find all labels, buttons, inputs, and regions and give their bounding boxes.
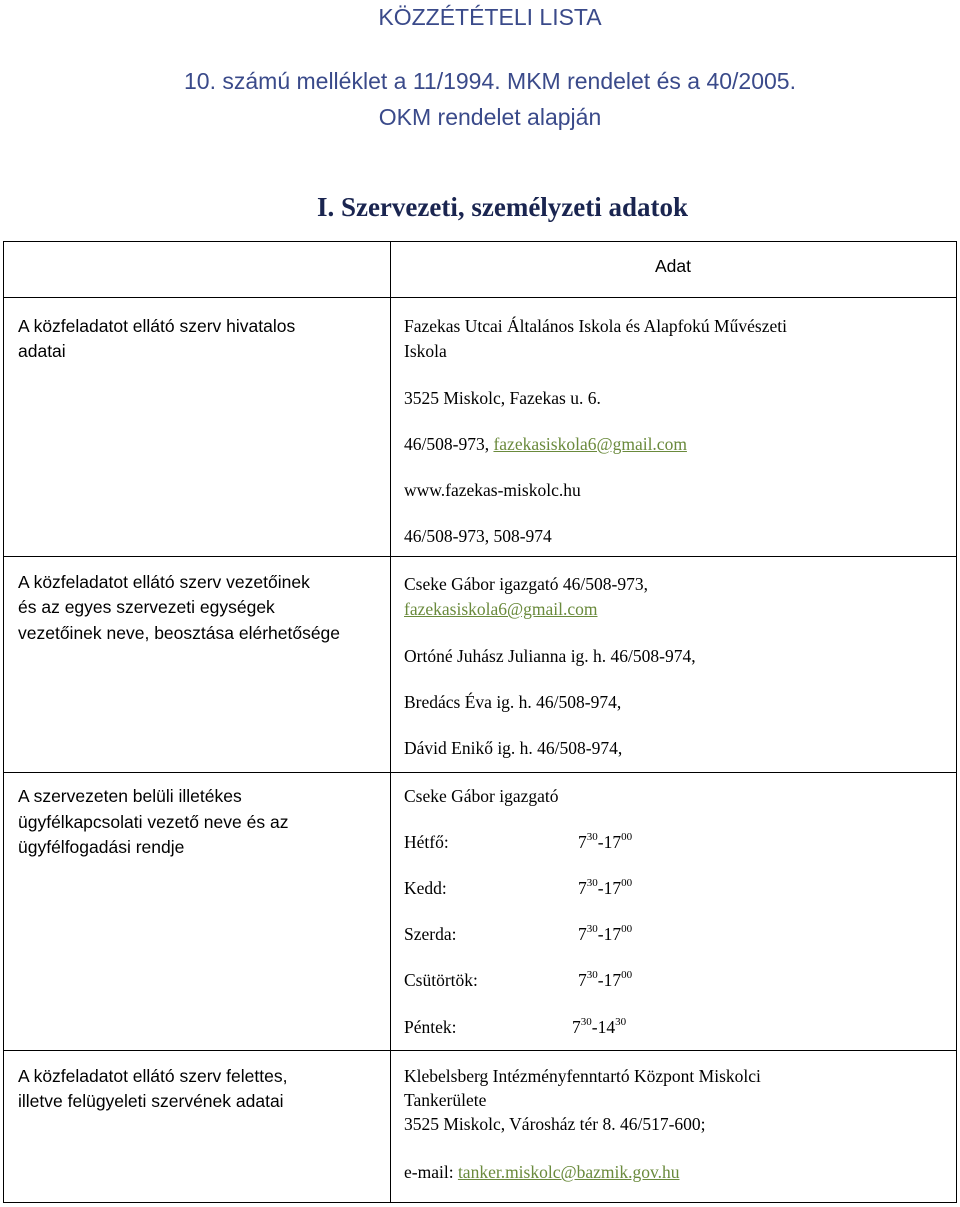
leader-1-email-link[interactable]: fazekasiskola6@gmail.com bbox=[404, 599, 598, 619]
table-border-bottom bbox=[3, 1202, 957, 1203]
document-subtitle-line1: 10. számú melléklet a 11/1994. MKM rendelet és a 40/2005. bbox=[184, 68, 796, 94]
row2-label-line1: A közfeladatot ellátó szerv vezetőinek bbox=[18, 572, 310, 592]
leader-3: Bredács Éva ig. h. 46/508-974, bbox=[404, 692, 622, 712]
schedule-time: $7^{30}-17^{00}$ bbox=[578, 969, 633, 990]
institution-phones: 46/508-973, 508-974 bbox=[404, 526, 552, 546]
institution-name-line1: Fazekas Utcai Általános Iskola és Alapfokú Művészeti bbox=[404, 316, 787, 336]
institution-address: 3525 Miskolc, Fazekas u. 6. bbox=[404, 388, 601, 408]
institution-phone-email bbox=[404, 432, 687, 456]
schedule-time: $7^{30}-17^{00}$ bbox=[578, 923, 633, 944]
table-border-right bbox=[956, 241, 957, 1203]
institution-email-link[interactable]: fazekasiskola6@gmail.com bbox=[493, 434, 687, 454]
table-column-divider bbox=[390, 241, 391, 1203]
row4-label-line1: A közfeladatot ellátó szerv felettes, bbox=[18, 1066, 288, 1086]
supervisor-org-line1: Klebelsberg Intézményfenntartó Központ Miskolci bbox=[404, 1066, 761, 1086]
schedule-time: $7^{30}-14^{30}$ bbox=[572, 1016, 627, 1037]
supervisor-email-line bbox=[404, 1160, 679, 1184]
institution-name-line2: Iskola bbox=[404, 341, 447, 361]
row3-label-line2: ügyfélkapcsolati vezető neve és az bbox=[18, 812, 289, 832]
leader-4: Dávid Enikő ig. h. 46/508-974, bbox=[404, 738, 623, 758]
row3-label-line3: ügyfélfogadási rendje bbox=[18, 837, 185, 857]
supervisor-email-link[interactable]: tanker.miskolc@bazmik.gov.hu bbox=[457, 1162, 680, 1182]
schedule-day: Kedd: bbox=[404, 878, 447, 898]
table-row3-divider bbox=[3, 1050, 957, 1051]
table-border-top bbox=[3, 241, 957, 242]
supervisor-org-line2: Tankerülete bbox=[404, 1090, 487, 1110]
table-row2-divider bbox=[3, 772, 957, 773]
schedule-day: Szerda: bbox=[404, 924, 457, 944]
table-row1-divider bbox=[3, 556, 957, 557]
schedule-day: Hétfő: bbox=[404, 832, 449, 852]
row2-label-line2: és az egyes szervezeti egységek bbox=[18, 597, 275, 617]
institution-website: www.fazekas-miskolc.hu bbox=[404, 480, 581, 500]
supervisor-address: 3525 Miskolc, Városház tér 8. 46/517-600; bbox=[404, 1114, 706, 1134]
schedule-time: $7^{30}-17^{00}$ bbox=[578, 877, 633, 898]
institution-phone: 46/508-973, bbox=[404, 434, 490, 454]
table-column-header: Adat bbox=[655, 256, 691, 276]
section-title: I. Szervezeti, személyzeti adatok bbox=[316, 192, 689, 222]
supervisor-email-label: e-mail: bbox=[404, 1162, 454, 1182]
row1-label-line1: A közfeladatot ellátó szerv hivatalos bbox=[18, 316, 296, 336]
document-subtitle-line2: OKM rendelet alapján bbox=[378, 104, 602, 130]
row3-label-line1: A szervezeten belüli illetékes bbox=[18, 786, 242, 806]
table-border-left bbox=[3, 241, 4, 1203]
contact-person: Cseke Gábor igazgató bbox=[404, 786, 559, 806]
leader-2: Ortóné Juhász Julianna ig. h. 46/508-974, bbox=[404, 646, 696, 666]
row4-label-line2: illetve felügyeleti szervének adatai bbox=[18, 1091, 284, 1111]
table-header-divider bbox=[3, 297, 957, 298]
row2-label-line3: vezetőinek neve, beosztása elérhetősége bbox=[18, 623, 341, 643]
row1-label-line2: adatai bbox=[18, 341, 66, 361]
leader-1: Cseke Gábor igazgató 46/508-973, bbox=[404, 574, 648, 594]
schedule-day: Péntek: bbox=[404, 1017, 457, 1037]
schedule-day: Csütörtök: bbox=[404, 970, 478, 990]
document-title: KÖZZÉTÉTELI LISTA bbox=[378, 4, 602, 30]
leader-1-email bbox=[404, 597, 597, 621]
schedule-time: $7^{30}-17^{00}$ bbox=[578, 831, 633, 852]
